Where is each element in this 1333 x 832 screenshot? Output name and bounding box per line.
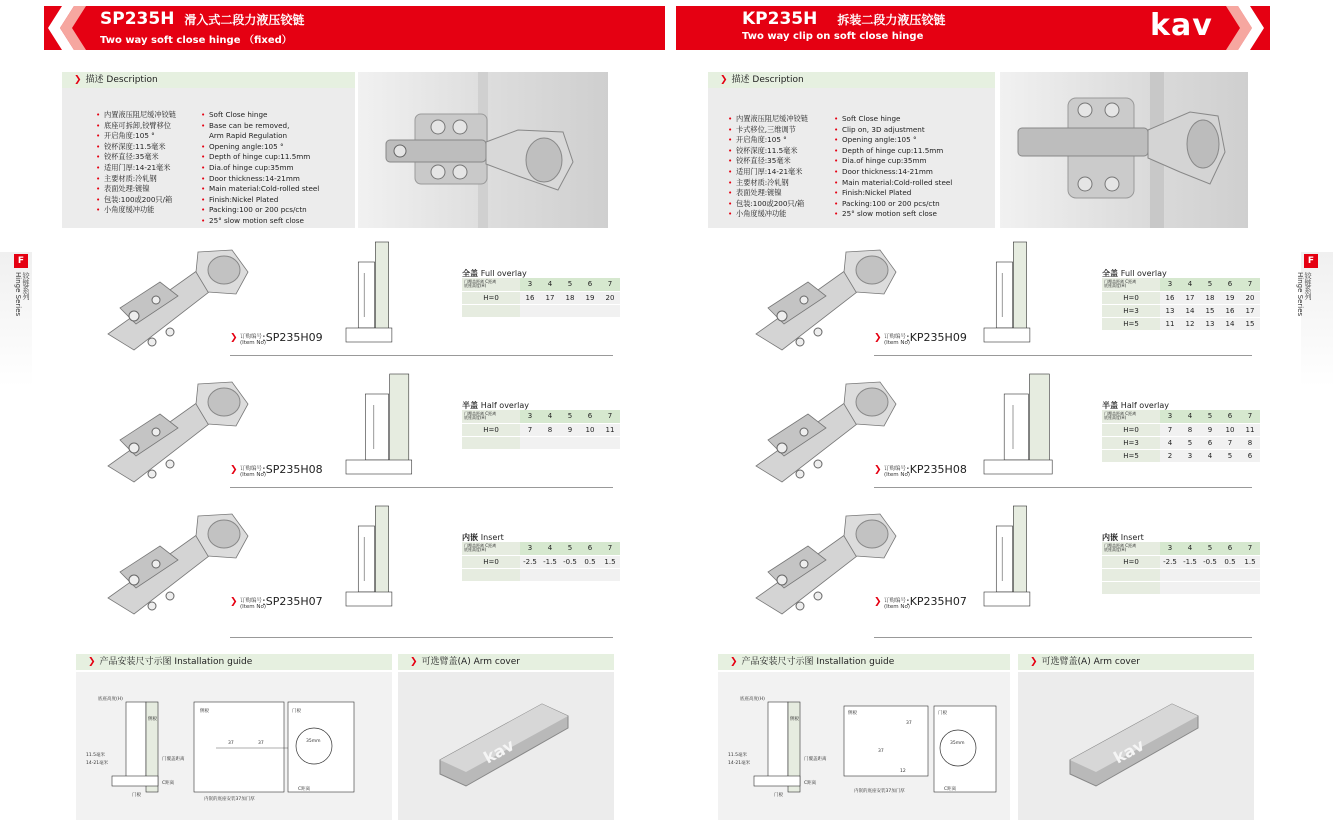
- left-side-en: Hinge Series: [14, 272, 22, 317]
- left-desc-cn-list: [96, 110, 176, 216]
- c-label-2: C距离: [944, 787, 957, 792]
- d2-label: 14-21毫米: [86, 761, 109, 766]
- desc-item: • 25° slow motion seft close: [834, 209, 952, 220]
- right-desc-cn-list: [728, 114, 808, 220]
- desc-item: • Depth of hinge cup:11.5mm: [201, 152, 319, 163]
- door-label-2: 门板: [292, 709, 301, 714]
- left-desc-en-list: [201, 110, 319, 227]
- d1-label: 11.5毫米: [86, 753, 106, 758]
- desc-item: • 铰杯直径:35毫米: [96, 152, 176, 163]
- desc-item: • Opening angle:105 °: [834, 135, 952, 146]
- c-label: C距离: [804, 781, 817, 786]
- desc-item: • 表面处理:镀镍: [728, 188, 808, 199]
- right-desc-en-list: [834, 114, 952, 220]
- right-side-letter: F: [1304, 254, 1318, 268]
- right-side-cn: 铰链系列: [1304, 272, 1312, 300]
- right-arm-cover-image: [1060, 694, 1210, 794]
- overlay-title: 半盖 Half overlay: [1102, 401, 1169, 410]
- right-subtitle: Two way clip on soft close hinge: [742, 31, 924, 42]
- door-label: 门板: [774, 793, 783, 798]
- desc-item: • 包装:100或200只/箱: [96, 195, 176, 206]
- right-overlay-table: 门覆盖距离 C距离 底座高度(H) 3 4 5 6 7 H=0 16 17 18 19 20 H=3 13 14 15 16 17 H=5 11 12 13 14 15: [1102, 278, 1260, 331]
- item-no-label: 订购编号 (Item No): [240, 466, 267, 478]
- bottom-label: 内嵌的底座安装37加门厚: [854, 789, 905, 794]
- desc-item: • 表面处理:镀镍: [96, 184, 176, 195]
- desc-item: • 开启角度:105 °: [728, 135, 808, 146]
- desc-item: • 铰杯直径:35毫米: [728, 156, 808, 167]
- desc-item: • Clip on, 3D adjustment: [834, 125, 952, 136]
- desc-item: • 主要材质:冷轧钢: [96, 174, 176, 185]
- desc-item: • 开启角度:105 °: [96, 131, 176, 142]
- desc-item: • 铰杯深度:11.5毫米: [96, 142, 176, 153]
- desc-item: • Main material:Cold-rolled steel: [201, 184, 319, 195]
- left-banner: [44, 6, 665, 50]
- arm-cover-brand: kav: [1110, 735, 1148, 768]
- dim-label-2: 37: [878, 749, 884, 754]
- right-product-photo: [1000, 72, 1248, 228]
- c-label: C距离: [162, 781, 175, 786]
- left-side-cn: 铰链系列: [22, 272, 30, 300]
- arm-cover-brand: kav: [480, 735, 518, 768]
- desc-item: • 包装:100或200只/箱: [728, 199, 808, 210]
- right-overlay-table: 门覆盖距离 C距离 底座高度(H) 3 4 5 6 7 H=0 7 8 9 10 11 H=3 4 5 6 7 8 H=5 2 3 4 5 6: [1102, 410, 1260, 463]
- desc-item: • 内置液压阻尼缓冲铰链: [728, 114, 808, 125]
- desc-item: • 小角度缓冲功能: [96, 205, 176, 216]
- left-overlay-table: 门覆盖距离 C距离 底座高度(H) 3 4 5 6 7 H=0 -2.5 -1.5 -0.5 0.5 1.5: [462, 542, 620, 582]
- desc-item: • 铰杯深度:11.5毫米: [728, 146, 808, 157]
- left-overlay-table: 门覆盖距离 C距离 底座高度(H) 3 4 5 6 7 H=0 16 17 18 19 20: [462, 278, 620, 318]
- dim12-label: 12: [900, 769, 906, 774]
- overlay-title: 半盖 Half overlay: [462, 401, 529, 410]
- desc-item: • Packing:100 or 200 pcs/ctn: [201, 205, 319, 216]
- desc-item: Arm Rapid Regulation: [209, 131, 288, 141]
- left-arm-cover-image: [430, 694, 580, 794]
- bottom-label: 内嵌的底座安装37加门厚: [204, 797, 255, 802]
- left-banner-chevron-icon: [44, 6, 100, 50]
- right-item-code: :KP235H08: [906, 463, 967, 476]
- right-banner: [676, 6, 1270, 50]
- left-item-code: :SP235H09: [262, 331, 323, 344]
- overlay-title: 全盖 Full overlay: [1102, 269, 1167, 278]
- item-no-label: 订购编号 (Item No): [240, 334, 267, 346]
- desc-item: • 主要材质:冷轧钢: [728, 178, 808, 189]
- right-banner-chevron-icon: [1224, 6, 1270, 50]
- right-arm-header: ❯ 可选臂盖(A) Arm cover: [1018, 654, 1254, 670]
- desc-item: • 适用门厚:14-21毫米: [728, 167, 808, 178]
- desc-item: • Finish:Nickel Plated: [834, 188, 952, 199]
- left-product-photo: [358, 72, 608, 228]
- dim-label-2: 37: [258, 741, 264, 746]
- cup-label: 35mm: [950, 741, 965, 746]
- chevron-right-icon: ❯: [230, 597, 238, 607]
- side-label: 侧板: [790, 717, 799, 722]
- chevron-right-icon: ❯: [230, 465, 238, 475]
- cover-label: 门覆盖距离: [804, 757, 827, 762]
- left-overlay-table: 门覆盖距离 C距离 底座高度(H) 3 4 5 6 7 H=0 7 8 9 10 11: [462, 410, 620, 450]
- left-description-header: ❯ 描述 Description: [62, 72, 355, 88]
- overlay-title: 内嵌 Insert: [1102, 533, 1144, 542]
- item-no-label: 订购编号 (Item No): [884, 598, 911, 610]
- desc-item: • Depth of hinge cup:11.5mm: [834, 146, 952, 157]
- left-install-drawing: [76, 672, 392, 820]
- left-item-code: :SP235H07: [262, 595, 323, 608]
- cover-label: 门覆盖距离: [162, 757, 185, 762]
- desc-item: • Dia.of hinge cup:35mm: [834, 156, 952, 167]
- right-title: KP235H 拆装二段力液压铰链: [742, 9, 946, 29]
- left-item-code: :SP235H08: [262, 463, 323, 476]
- left-title: SP235H 滑入式二段力液压铰链: [100, 9, 305, 29]
- desc-item: • 适用门厚:14-21毫米: [96, 163, 176, 174]
- dim-label: 37: [906, 721, 912, 726]
- desc-item: • 卡式移位,三维调节: [728, 125, 808, 136]
- desc-item: • 25° slow motion seft close: [201, 216, 319, 227]
- hinge-photo-icon: [358, 72, 608, 228]
- c-label-2: C距离: [298, 787, 311, 792]
- side-label-2: 侧板: [200, 709, 209, 714]
- left-install-header: ❯ 产品安装尺寸示图 Installation guide: [76, 654, 392, 670]
- d1-label: 11.5毫米: [728, 753, 748, 758]
- desc-item: • Door thickness:14-21mm: [201, 174, 319, 185]
- left-subtitle: Two way soft close hinge （fixed）: [100, 35, 292, 46]
- dim-label: 37: [228, 741, 234, 746]
- desc-item: • Door thickness:14-21mm: [834, 167, 952, 178]
- desc-item: • Packing:100 or 200 pcs/ctn: [834, 199, 952, 210]
- door-label-2: 门板: [938, 711, 947, 716]
- desc-item: • Base can be removed,: [201, 121, 319, 132]
- item-no-label: 订购编号 (Item No): [240, 598, 267, 610]
- desc-item: • 内置液压阻尼缓冲铰链: [96, 110, 176, 121]
- left-arm-header: ❯ 可选臂盖(A) Arm cover: [398, 654, 614, 670]
- chevron-right-icon: ❯: [230, 333, 238, 343]
- desc-item: • Finish:Nickel Plated: [201, 195, 319, 206]
- right-overlay-table: 门覆盖距离 C距离 底座高度(H) 3 4 5 6 7 H=0 -2.5 -1.5 -0.5 0.5 1.5: [1102, 542, 1260, 595]
- desc-item: • 底座可拆卸,铰臂移位: [96, 121, 176, 132]
- side-label-2: 侧板: [848, 711, 857, 716]
- d2-label: 14-21毫米: [728, 761, 751, 766]
- chevron-right-icon: ❯: [874, 597, 882, 607]
- base-h-label: 底座高度(H): [740, 697, 765, 702]
- hinge-photo-icon: [1000, 72, 1248, 228]
- desc-item: • Main material:Cold-rolled steel: [834, 178, 952, 189]
- door-label: 门板: [132, 793, 141, 798]
- right-install-header: ❯ 产品安装尺寸示图 Installation guide: [718, 654, 1010, 670]
- desc-item: • Soft Close hinge: [201, 110, 319, 121]
- desc-item: • Opening angle:105 °: [201, 142, 319, 153]
- chevron-right-icon: ❯: [874, 465, 882, 475]
- desc-item: • Dia.of hinge cup:35mm: [201, 163, 319, 174]
- desc-item: • Soft Close hinge: [834, 114, 952, 125]
- right-item-code: :KP235H09: [906, 331, 967, 344]
- desc-item: • 小角度缓冲功能: [728, 209, 808, 220]
- overlay-title: 内嵌 Insert: [462, 533, 504, 542]
- brand-logo: kav: [1150, 8, 1213, 43]
- right-install-drawing: [718, 672, 1010, 820]
- base-h-label: 底座高度(H): [98, 697, 123, 702]
- left-side-letter: F: [14, 254, 28, 268]
- right-item-code: :KP235H07: [906, 595, 967, 608]
- chevron-right-icon: ❯: [874, 333, 882, 343]
- side-label: 侧板: [148, 717, 157, 722]
- right-side-en: Hinge Series: [1296, 272, 1304, 317]
- right-description-header: ❯ 描述 Description: [708, 72, 995, 88]
- item-no-label: 订购编号 (Item No): [884, 466, 911, 478]
- item-no-label: 订购编号 (Item No): [884, 334, 911, 346]
- cup-label: 35mm: [306, 739, 321, 744]
- overlay-title: 全盖 Full overlay: [462, 269, 527, 278]
